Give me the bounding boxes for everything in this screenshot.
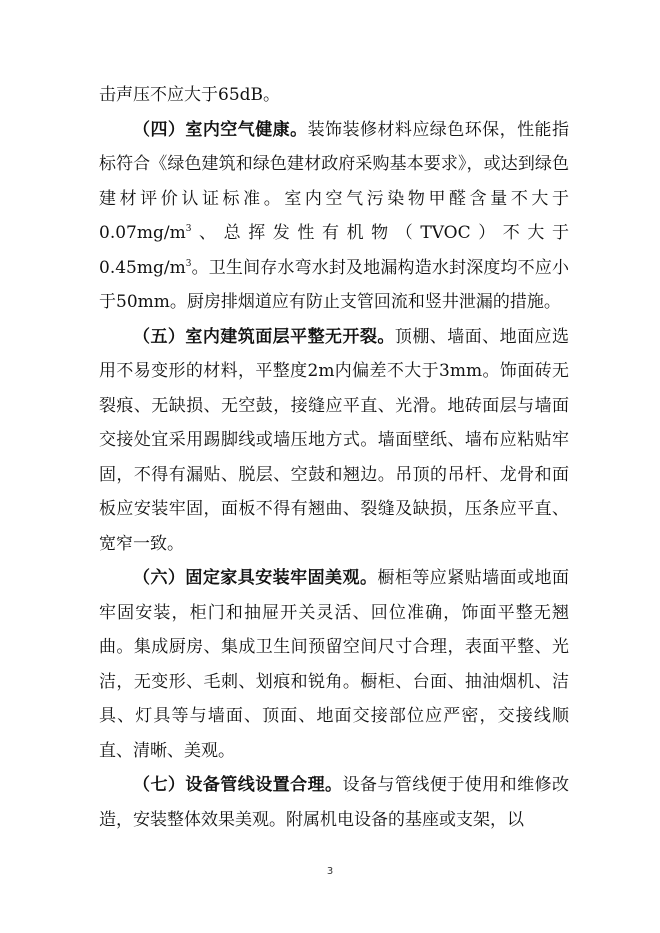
- section-fixed-furniture: [99, 561, 569, 768]
- document-page: [99, 78, 569, 837]
- paragraph-continuation: [99, 78, 569, 113]
- section-body: 装饰装修材料应绿色环保，性能指标符合《绿色建筑和绿色建材政府采购基本要求》，或达到绿色建材评价认证标准。室内空气污染物甲醛含量不大于0.07mg/m: [99, 119, 570, 243]
- section-indoor-air: [99, 113, 569, 320]
- section-heading: （七）设备管线设置合理。: [133, 775, 343, 795]
- superscript: 3: [185, 258, 192, 269]
- section-heading: （五）室内建筑面层平整无开裂。: [133, 326, 395, 347]
- section-heading: （四）室内空气健康。: [133, 119, 308, 140]
- section-body: 顶棚、墙面、地面应选用不易变形的材料，平整度2m内偏差不大于3mm。饰面砖无裂痕、无缺损、无空鼓，接缝应平直、光滑。地砖面层与墙面交接处宜采用踢脚线或墙压地方式。墙面壁纸、墙布应粘贴牢固，不得有漏贴、脱层、空鼓和翘边。吊顶的吊杆、龙骨和面板应安装牢固，面板不得有翘曲、裂缝及缺损，压条应平直、宽窄一致。: [99, 326, 569, 554]
- section-body: 。卫生间存水弯水封及地漏构造水封深度均不应小于50mm。厨房排烟道应有防止支管回流和竖井泄漏的措施。: [99, 257, 569, 312]
- section-body: 设备与管线便于使用和维修改造，安装整体效果美观。附属机电设备的基座或支架，以: [99, 775, 569, 830]
- section-body: 、总挥发性有机物（TVOC）不大于0.45mg/m: [99, 223, 569, 278]
- section-surface-layer: [99, 320, 569, 562]
- section-equipment-pipelines: [99, 768, 569, 837]
- page-number: 3: [326, 866, 334, 877]
- section-heading: （六）固定家具安装牢固美观。: [133, 568, 378, 588]
- superscript: 3: [185, 224, 192, 234]
- paragraph-text: 击声压不应大于65dB。: [99, 85, 281, 105]
- section-body: 橱柜等应紧贴墙面或地面牢固安装，柜门和抽屉开关灵活、回位准确，饰面平整无翘曲。集成厨房、集成卫生间预留空间尺寸合理，表面平整、光洁，无变形、毛刺、划痕和锐角。橱柜、台面、抽油烟机、洁具、灯具等与墙面、顶面、地面交接部位应严密，交接线顺直、清晰、美观。: [99, 568, 570, 761]
